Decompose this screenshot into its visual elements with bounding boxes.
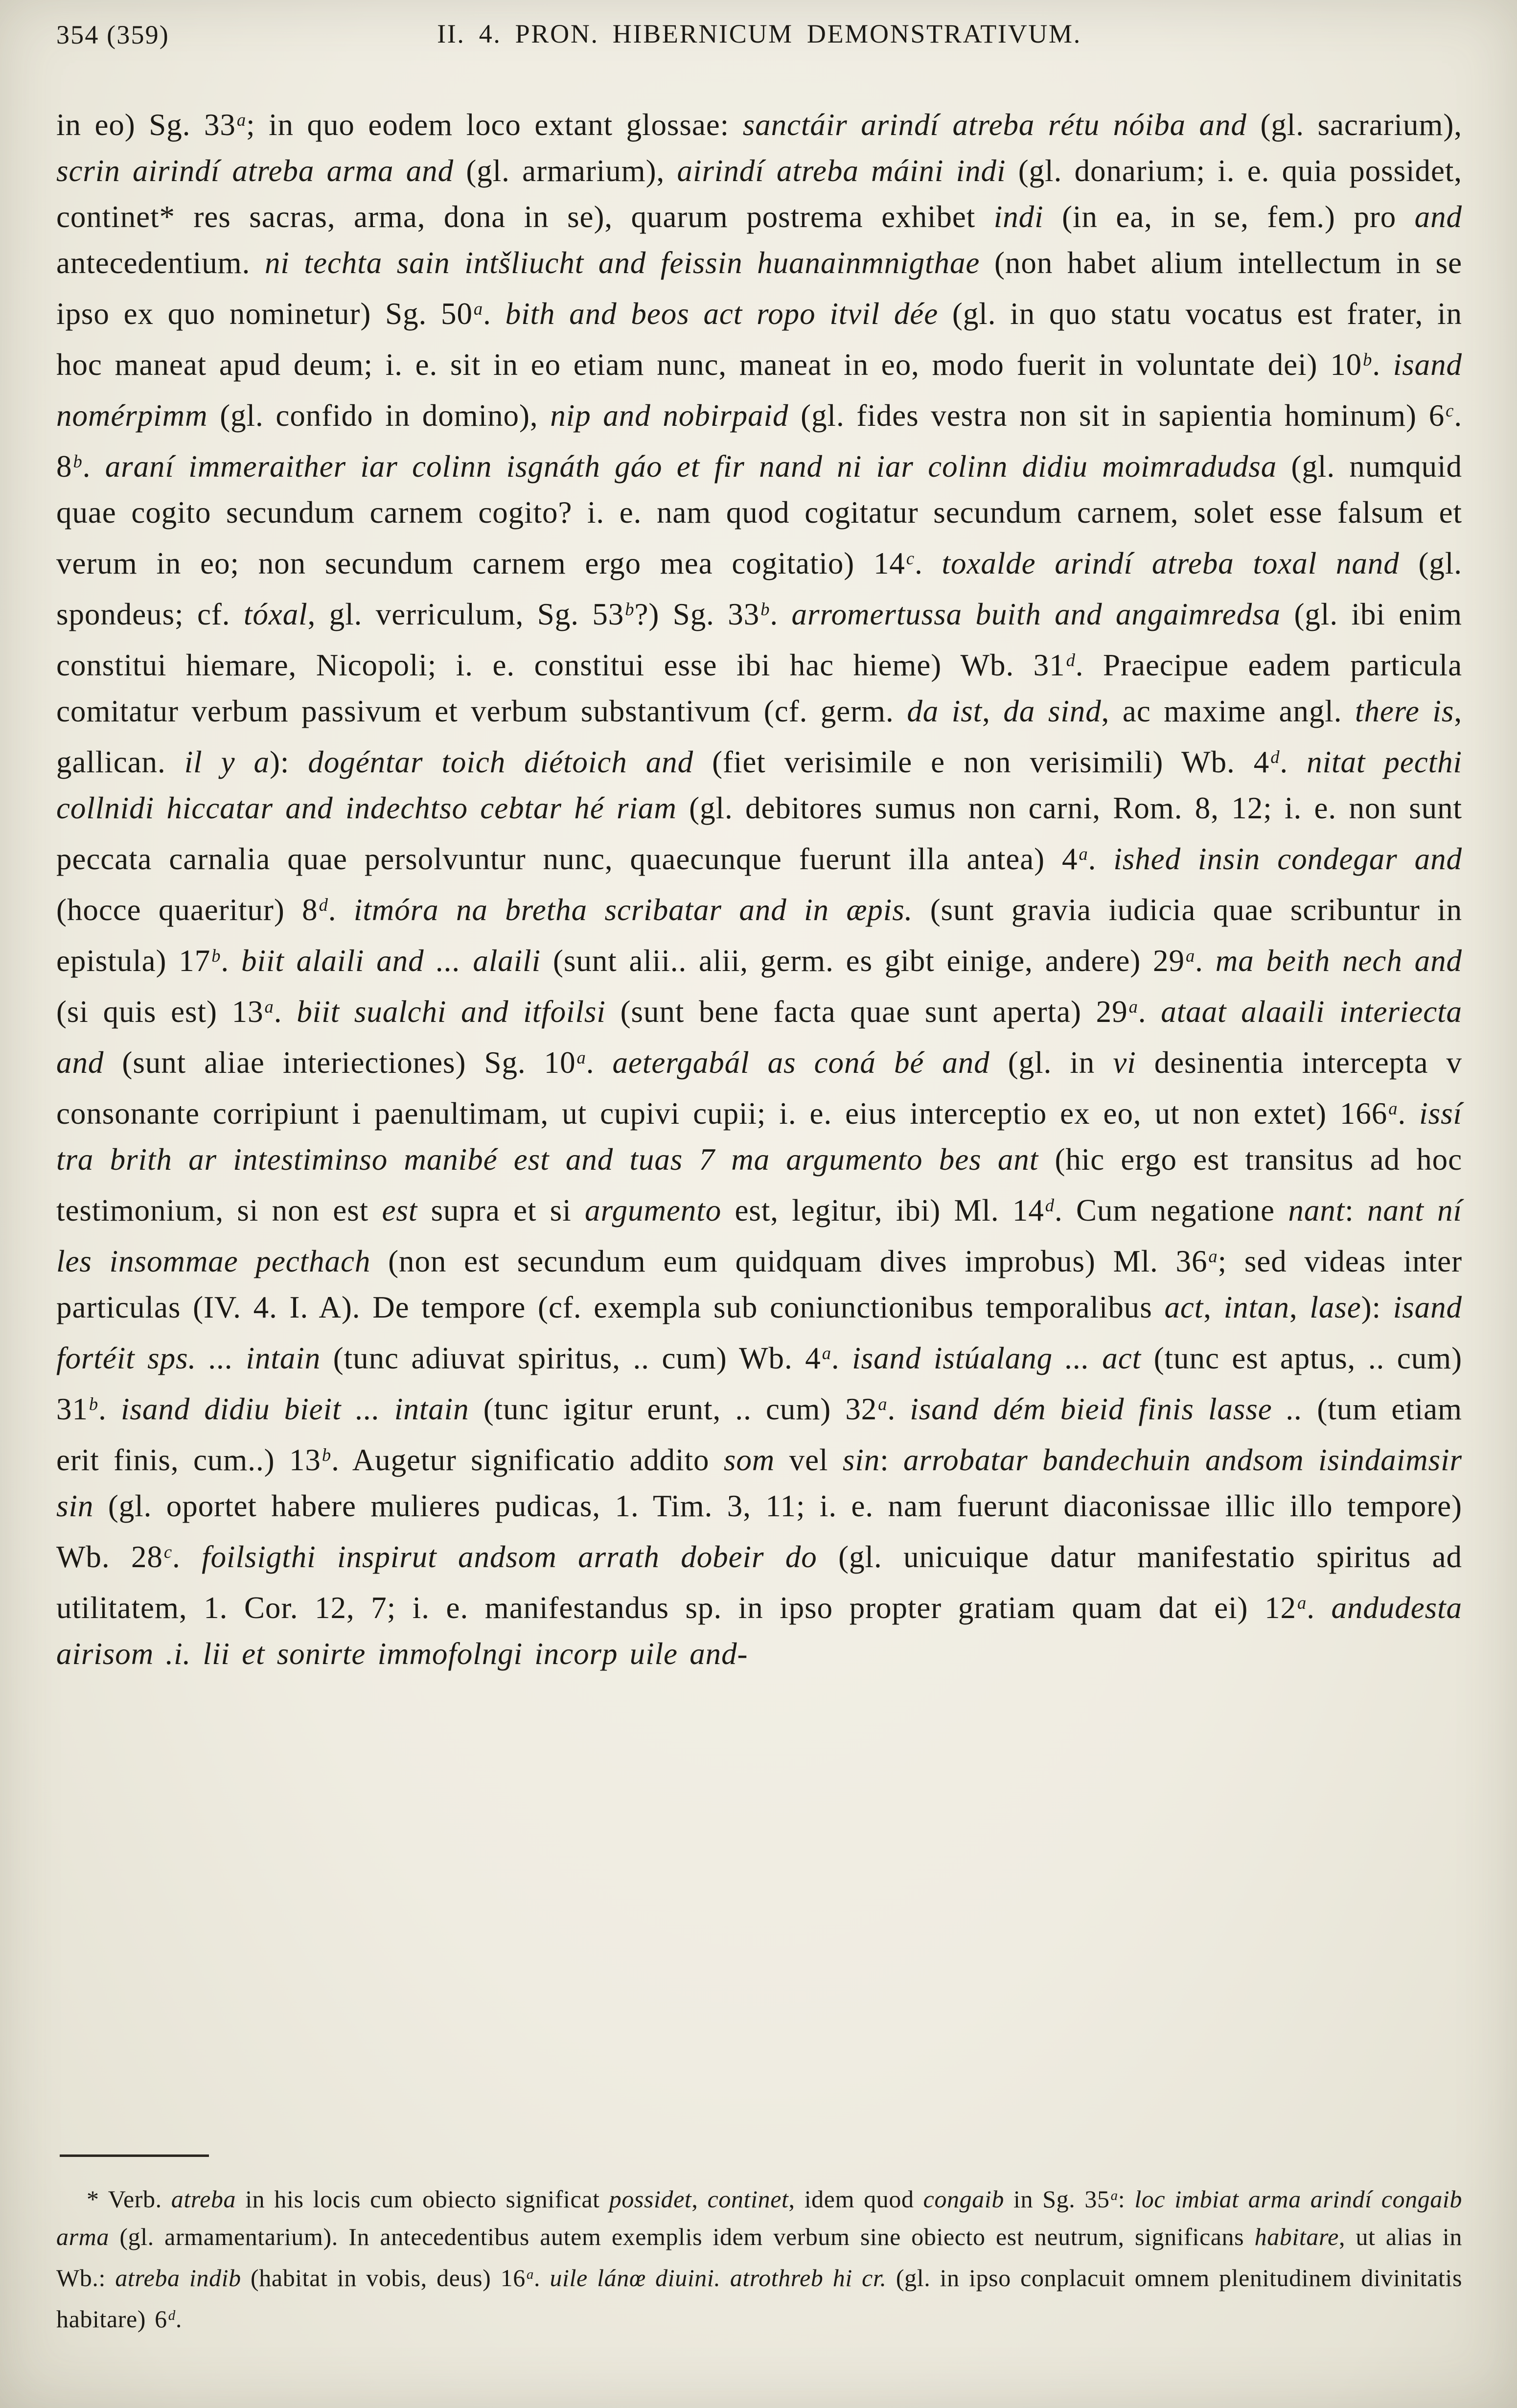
text-segment: itmóra na bretha scribatar and in æpis.: [353, 893, 930, 927]
text-segment: .: [1398, 1096, 1420, 1131]
text-segment: (tum etiam erit finis, cum..) 13: [56, 1392, 1462, 1477]
page-header: [56, 17, 1462, 56]
text-segment: (tunc est aptus, .. cum) 31: [56, 1341, 1463, 1426]
text-segment: (non est secundum eum quidquam dives improbus) Ml. 36: [388, 1244, 1208, 1278]
text-segment: (gl. debitores sumus non carni, Rom. 8, 12; i. e. non sunt peccata carnalia quae persolvuntur nunc, quaecunque fuerunt illa antea) 4: [56, 791, 1462, 876]
text-segment: .: [915, 546, 942, 580]
text-segment: andudesta airisom .i. lii et sonirte immofolngi incorp uile and-: [56, 1591, 1463, 1671]
body-paragraph: [56, 97, 1462, 1677]
text-segment: ni techta sain intšliucht and feissin huanainmnigthae: [264, 246, 994, 280]
text-segment: atreba: [171, 2185, 246, 2213]
text-segment: toxalde arindí atreba toxal nand: [942, 546, 1419, 580]
text-segment: sanctáir arindí atreba rétu nóiba and: [742, 108, 1261, 142]
text-segment: d: [1270, 747, 1280, 767]
text-segment: uile lánœ diuini. atrothreb hi cr.: [550, 2264, 896, 2292]
text-segment: .: [1195, 944, 1216, 978]
text-segment: som: [723, 1443, 789, 1477]
text-segment: isand didiu bieit ... intain: [120, 1392, 483, 1426]
text-segment: d: [168, 2308, 176, 2324]
text-segment: :: [1345, 1193, 1367, 1227]
text-segment: a: [878, 1394, 888, 1414]
text-segment: (habitat in vobis, deus) 16: [251, 2264, 526, 2292]
text-segment: . Praecipue eadem particula comitatur verbum passivum et verbum substantivum (cf. germ.: [56, 648, 1462, 728]
text-segment: , idem quod: [788, 2185, 923, 2213]
text-segment: (in ea, in se, fem.) pro: [1062, 200, 1415, 234]
text-segment: .: [770, 597, 792, 631]
text-segment: ,: [982, 694, 1004, 728]
text-segment: argumento: [585, 1193, 735, 1227]
text-segment: b: [1363, 349, 1373, 370]
text-segment: nant: [1288, 1193, 1345, 1227]
text-segment: (gl. confido in domino),: [220, 398, 551, 433]
text-segment: b: [625, 599, 635, 619]
text-segment: a: [1079, 844, 1088, 864]
text-segment: lase: [1310, 1290, 1361, 1324]
text-segment: foilsigthi inspirut andsom arrath dobeir do: [202, 1540, 839, 1574]
text-segment: :: [880, 1443, 904, 1477]
text-segment: (gl. armamentarium). In antecedentibus autem exemplis idem verbum sine obiecto est neutrum, significans: [119, 2223, 1255, 2251]
text-segment: est, legitur, ibi) Ml. 14: [735, 1193, 1044, 1227]
text-segment: (gl. donarium; i. e. quia possidet, continet* res sacras, arma, dona in se), quarum postrema exhibet: [56, 154, 1462, 234]
text-segment: habitare: [1254, 2223, 1339, 2251]
text-segment: , ac maxime angl.: [1101, 694, 1355, 728]
text-segment: .: [221, 944, 241, 978]
text-segment: a: [1208, 1246, 1218, 1266]
text-segment: ; in quo eodem loco extant glossae:: [246, 108, 743, 142]
text-segment: b: [89, 1394, 99, 1414]
text-segment: nitat pecthi collnidi hiccatar and indechtso cebtar hé riam: [56, 745, 1462, 825]
text-segment: , gallican.: [56, 694, 1463, 779]
text-segment: (gl. in ipso conplacuit omnem plenitudinem divinitatis habitare) 6: [56, 2264, 1462, 2333]
text-segment: (gl. numquid quae cogito secundum carnem cogito? i. e. nam quod cogitatur secundum carnem, solet esse falsum et verum in eo; non secundum carnem ergo mea cogitatio) 14: [56, 449, 1463, 580]
text-segment: araní immeraither iar colinn isgnáth gáo et fir nand ni iar colinn didiu moimradudsa: [105, 449, 1291, 484]
text-segment: .: [1280, 745, 1307, 779]
text-segment: .: [887, 1392, 910, 1426]
text-segment: .: [328, 893, 354, 927]
footnote-separator-rule: [60, 2154, 209, 2157]
text-segment: in eo) Sg. 33: [56, 108, 236, 142]
text-segment: est: [382, 1193, 431, 1227]
text-segment: :: [1118, 2185, 1135, 2213]
text-segment: a: [473, 299, 483, 319]
text-segment: (tunc igitur erunt, .. cum) 32: [483, 1392, 877, 1426]
text-segment: .: [483, 297, 506, 331]
text-segment: possidet: [609, 2185, 692, 2213]
text-segment: a: [822, 1343, 831, 1363]
text-segment: desinentia intercepta v consonante corripiunt i paenultimam, ut cupivi cupii; i. e. eius interceptio ex eo, ut non extet) 166: [56, 1045, 1462, 1131]
text-segment: b: [322, 1445, 332, 1465]
text-segment: ):: [1361, 1290, 1393, 1324]
text-segment: (tunc adiuvat spiritus, .. cum) Wb. 4: [333, 1341, 821, 1375]
text-segment: a: [576, 1047, 586, 1067]
text-segment: supra et si: [431, 1193, 585, 1227]
text-segment: ,: [691, 2185, 708, 2213]
text-segment: (fiet verisimile e non verisimili) Wb. 4: [712, 745, 1270, 779]
text-segment: b: [211, 946, 221, 966]
text-segment: , ut alias in Wb.:: [56, 2223, 1462, 2292]
text-segment: (gl. in quo statu vocatus est frater, in hoc maneat apud deum; i. e. sit in eo etiam nunc, maneat in eo, modo fuerit in voluntate dei) 10: [56, 297, 1463, 382]
text-segment: .: [172, 1540, 202, 1574]
text-segment: a: [1297, 1593, 1307, 1613]
text-segment: isand fortéit sps. ... intain: [56, 1290, 1462, 1375]
text-segment: vel: [789, 1443, 843, 1477]
text-segment: ataat alaaili interiecta and: [56, 995, 1462, 1080]
text-segment: (gl. armarium),: [466, 154, 677, 188]
text-segment: da ist: [907, 694, 983, 728]
text-segment: isand dém bieid finis lasse ..: [910, 1392, 1317, 1426]
page-number: 354 (359): [56, 20, 169, 49]
text-segment: .: [98, 1392, 121, 1426]
text-segment: (sunt bene facta quae sunt aperta) 29: [620, 995, 1128, 1029]
text-segment: bith and beos act ropo itvil dée: [505, 297, 952, 331]
text-segment: .: [1088, 842, 1114, 876]
text-segment: ished insin condegar and: [1113, 842, 1462, 876]
text-segment: biit sualchi and itfoilsi: [297, 995, 621, 1029]
text-segment: airindí atreba máini indi: [677, 154, 1018, 188]
text-segment: .: [82, 449, 105, 484]
text-segment: il y a: [184, 745, 270, 779]
text-segment: loc imbiat arma arindí congaib arma: [56, 2185, 1463, 2251]
text-segment: (gl. fides vestra non sit in sapientia hominum) 6: [801, 398, 1445, 433]
text-segment: (hic ergo est transitus ad hoc testimonium, si non est: [56, 1142, 1462, 1227]
text-segment: . 8: [56, 398, 1463, 484]
text-segment: (gl. in: [1008, 1045, 1113, 1080]
text-segment: a: [264, 996, 274, 1017]
text-segment: b: [73, 451, 83, 471]
text-segment: isand nomérpimm: [56, 347, 1462, 433]
text-segment: (si quis est) 13: [56, 995, 264, 1029]
text-segment: b: [760, 599, 770, 619]
text-segment: , gl. verriculum, Sg. 53: [307, 597, 624, 631]
text-segment: ; sed videas inter particulas (IV. 4. I. A). De tempore (cf. exempla sub coniunctionibus temporalibus: [56, 1244, 1462, 1324]
running-title: II. 4. PRON. HIBERNICUM DEMONSTRATIVUM.: [437, 19, 1081, 48]
text-segment: a: [526, 2267, 534, 2283]
text-segment: and: [1414, 200, 1463, 234]
text-segment: d: [1066, 650, 1076, 670]
text-segment: d: [1045, 1195, 1055, 1215]
text-segment: ma beith nech and: [1215, 944, 1462, 978]
text-segment: .: [1138, 995, 1161, 1029]
text-segment: dogéntar toich diétoich and: [308, 745, 713, 779]
text-segment: ,: [1289, 1290, 1310, 1324]
text-segment: nant ní les insommae pecthach: [56, 1193, 1462, 1278]
text-segment: . Cum negatione: [1054, 1193, 1288, 1227]
text-segment: scrin airindí atreba arma and: [56, 154, 466, 188]
text-segment: a: [1185, 946, 1195, 966]
text-segment: issí tra brith ar intestiminso manibé est and tuas 7 ma argumento bes ant: [56, 1096, 1462, 1177]
text-segment: .: [1372, 347, 1393, 382]
text-segment: intan: [1223, 1290, 1289, 1324]
text-segment: (sunt gravia iudicia quae scribuntur in epistula) 17: [56, 893, 1463, 978]
text-segment: in his locis cum obiecto significat: [245, 2185, 609, 2213]
text-segment: (gl. unicuique datur manifestatio spiritus ad utilitatem, 1. Cor. 12, 7; i. e. manifestandus sp. in ipso propter gratiam quam dat ei) 12: [56, 1540, 1462, 1625]
text-segment: vi: [1113, 1045, 1154, 1080]
text-segment: a: [1110, 2188, 1118, 2203]
text-segment: antecedentium.: [56, 246, 265, 280]
text-segment: .: [274, 995, 297, 1029]
text-segment: nip and nobirpaid: [550, 398, 801, 433]
text-segment: ,: [1203, 1290, 1224, 1324]
text-segment: isand istúalang ... act: [852, 1341, 1154, 1375]
text-segment: (sunt alii.. alii, germ. es gibt einige, andere) 29: [552, 944, 1185, 978]
text-segment: c: [163, 1542, 173, 1562]
text-segment: (gl. ibi enim constitui hiemare, Nicopoli; i. e. constitui esse ibi hac hieme) Wb. 31: [56, 597, 1462, 682]
text-segment: atreba indib: [115, 2264, 251, 2292]
text-segment: c: [1446, 400, 1454, 420]
text-segment: a: [236, 110, 247, 130]
text-segment: c: [906, 548, 915, 568]
text-segment: (gl. oportet habere mulieres pudicas, 1. Tim. 3, 11; i. e. nam fuerunt diaconissae illic illo tempore) Wb. 28: [56, 1489, 1462, 1574]
text-segment: ?) Sg. 33: [634, 597, 760, 631]
text-segment: (sunt aliae interiectiones) Sg. 10: [122, 1045, 576, 1080]
text-segment: (gl. sacrarium),: [1260, 108, 1463, 142]
text-segment: a: [1388, 1098, 1398, 1118]
text-segment: indi: [993, 200, 1062, 234]
text-segment: act: [1164, 1290, 1204, 1324]
main-text-block: [56, 97, 1462, 1677]
text-segment: sin: [842, 1443, 880, 1477]
text-segment: biit alaili and ... alaili: [241, 944, 553, 978]
text-segment: . Augetur significatio addito: [331, 1443, 724, 1477]
text-segment: d: [319, 895, 328, 915]
text-segment: .: [175, 2305, 182, 2333]
text-segment: tóxal: [243, 597, 308, 631]
text-segment: a: [1128, 996, 1138, 1017]
text-segment: .: [586, 1045, 613, 1080]
text-segment: arrobatar bandechuin andsom isindaimsir sin: [56, 1443, 1462, 1523]
text-segment: arromertussa buith and angaimredsa: [791, 597, 1294, 631]
text-segment: .: [534, 2264, 550, 2292]
text-segment: (gl. spondeus; cf.: [56, 546, 1462, 631]
text-segment: (hocce quaeritur) 8: [56, 893, 318, 927]
text-segment: .: [831, 1341, 852, 1375]
text-segment: continet: [707, 2185, 789, 2213]
text-segment: ):: [269, 745, 308, 779]
footnote-paragraph: [56, 2177, 1462, 2338]
text-segment: * Verb.: [87, 2185, 171, 2213]
text-segment: aetergabál as coná bé and: [612, 1045, 1008, 1080]
text-segment: congaib: [923, 2185, 1014, 2213]
text-segment: .: [1307, 1591, 1332, 1625]
text-segment: in Sg. 35: [1013, 2185, 1110, 2213]
text-segment: da sind: [1003, 694, 1102, 728]
text-segment: there is: [1355, 694, 1454, 728]
text-segment: (non habet alium intellectum in se ipso ex quo nominetur) Sg. 50: [56, 246, 1463, 331]
